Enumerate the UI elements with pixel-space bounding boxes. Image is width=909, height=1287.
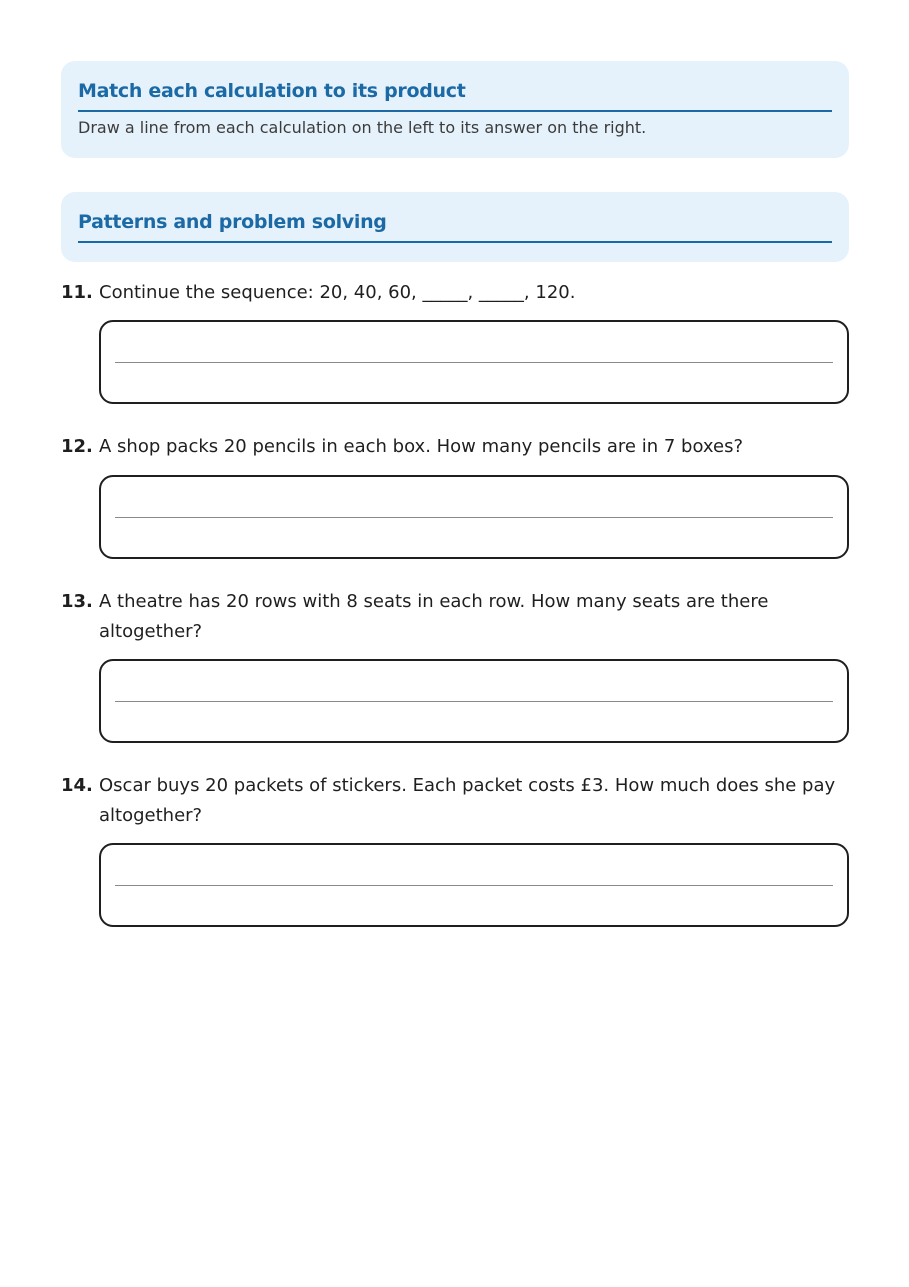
section-patterns-header (61, 192, 849, 262)
answer-line (115, 701, 833, 702)
question-number: 14. (61, 775, 93, 796)
question-number: 12. (61, 436, 93, 457)
answer-box[interactable] (99, 843, 849, 927)
section-title-patterns: Patterns and problem solving (78, 210, 832, 243)
answer-line (115, 362, 833, 363)
question-text: Oscar buys 20 packets of stickers. Each packet costs £3. How much does she pay altogether? (99, 775, 836, 826)
answer-box[interactable] (99, 475, 849, 559)
section-instructions-match: Draw a line from each calculation on the left to its answer on the right. (78, 118, 647, 137)
answer-line (115, 885, 833, 886)
section-match-header (61, 61, 849, 158)
answer-line (115, 517, 833, 518)
answer-box[interactable] (99, 320, 849, 404)
section-title-match: Match each calculation to its product (78, 79, 832, 112)
question-text: A shop packs 20 pencils in each box. How many pencils are in 7 boxes? (99, 436, 744, 457)
question-text: Continue the sequence: 20, 40, 60, _____, _____, 120. (99, 282, 576, 303)
answer-box[interactable] (99, 659, 849, 743)
question-number: 11. (61, 282, 93, 303)
question-text: A theatre has 20 rows with 8 seats in each row. How many seats are there altogether? (99, 591, 769, 642)
question-number: 13. (61, 591, 93, 612)
